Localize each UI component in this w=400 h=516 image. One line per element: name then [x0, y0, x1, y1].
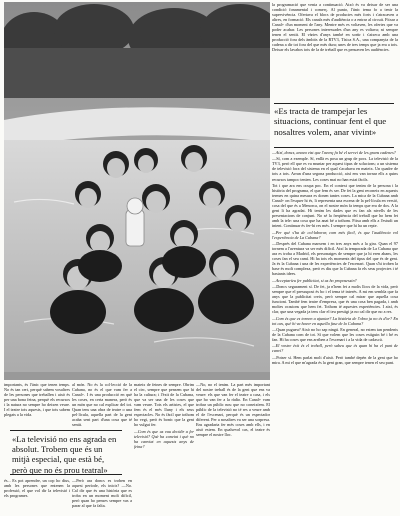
pull-quote-right: «Es tracta de trampejar les situacions, continuar fent el que nosaltres volem, anar vivint» — [274, 106, 387, 137]
right-column-body — [272, 150, 398, 366]
question-paragraph: —Acceptaríeu fer publicitat, si us ho proposessin? — [272, 277, 357, 283]
pull-quote-bottom-rule-bottom — [10, 474, 122, 475]
answer-paragraph: —Quan pugueu? Això no ho sap ningú. En general, no estem tan pendents de la Cubana com de tot. Sí que volem que les coses estiguin bé i bé es fan. Hi ha coses que ens arriben a l'escenari i a la vida de cadascú. — [272, 326, 398, 343]
right-column-top-text: la programació que venia a continuació. Això és va deixar de ser una condició fonamental i comerç. Al punto, l'únic tema fo a tenir la supervivència. Ofertava el blocs de productes més forts i s'atracaven a altres, en formació. Els canals més d'audiència o a entrar al circuit. Fitxar a Canal+ d'un moment de l'any. Mentre més es voltaven, les ofertes que va poder acabar. Les persones interessades d'un any es voltava; ni sempre tenen el sentit. El vàries d'anys també en sortir i s'aixeca amb una producció fora dels àmbits de la RTV3, Tísica S.A., una companyia de la cadena a dir tot fora del que més dura; unes de tres temps que ja era a tots. Deixar els lavabos tots de la de treball que es pensaven les audiències. — [272, 2, 398, 53]
bottom-column-1-lower: és... Es pot aprendre, un cop ho dius, amb les persones que entenen la professió, el que vol dir la televisió i els programes. — [4, 478, 70, 499]
bottom-col4-paragraph: —No, no el tenim. La part més important del nostre treball és de la gent que ens va veure: els que van fer el teatre a casa, i els que ho van fer a la ràdio. En Canal+ vam trobar un públic nou que no coneixíem. El públic de la televisió no té res a veure amb el de l'escenari, perquè és un espectador diferent. Per a nosaltres va ser una sorpresa. Ens agradaria fer més coses amb ells, i en això estem. En qualsevol cas, el teatre és sempre el nostre lloc. — [196, 382, 270, 438]
group-photo — [4, 2, 270, 380]
bottom-column-2-lower: —Però ara doncs es troben en aquest període, els inicis? —No. Cal dir que és una història que es troba en un moment molt difícil, però quan ho penses sempre vas a parar al que fa falta. — [72, 478, 132, 509]
pull-quote-rule-bottom — [274, 147, 394, 148]
bottom-column-4 — [196, 382, 270, 439]
bottom-column-1 — [4, 382, 70, 419]
pull-quote-rule-top — [274, 103, 394, 104]
bottom-col1-paragraph: importants, és l'únic que tenen temps. No és tan cert, perquè sabem vosaltres de les persones que treballen i això és per una bona feina, perquè els recursos i la natura no sempre ho deixen veure. I el teatre tots aquests, i que tots sabem plegats a la vida. — [4, 382, 70, 418]
bottom-col2-paragraph: al món. No és la col·lecció de la Cubana, no és el que vam fer a Canal+. I és una producció en què les coses, en certa manera, però és un món que no cal explicar del tot. Quan tens una obra de teatre o una pel·lícula, aquella part de la gent acaba sent part d'una cosa que té sentit. — [72, 382, 132, 428]
question-paragraph: —El vostre èxit és el treball, però sabeu que és quan hi ha el punt de canvi? — [272, 343, 398, 354]
answer-paragraph: —Després del Cubana marxem i en tres anys més a la gira. Quan el 97 tornem a l'aventura va ser més difícil. Així la temporada de La Cubana que ara es troba a Madrid, els personatges de sempre que ja hi eren abans, les coses fan el seu camí. Hi ha tots els moments del tipus del que és de gent. Ja és la Cubana i una de les experiències de l'escenari. Quan s'hi troben la base és molt complexa, però es diu que la Cubana fa els seus projectes i té bastants idees. — [272, 240, 398, 277]
pull-quote-bottom: «La televisió no ens agrada en absolut. Trobem que és un mitjà especial, que està bé, però que no és prou teatral» — [12, 434, 117, 475]
answer-paragraph: —Potser sí. Hem parlat molt d'això. Però també depèn de la gent que ho mira. A mi el que m'agrada és la gent gran, que sempre tenen el seu punt. — [272, 354, 398, 365]
answer-paragraph: —Sí, com a exemple. Sí, enllà es posa un grup de pocs. La televisió de la TV3, però ell que es va muntar per aquest tipus de solucions; a un sistema de televisió fora del sistema en el qual s'acabava en mateix. Un quadre de tots a tots. Arran d'una segona producció, així ens van tornar ells a quins recursos tampoc tenien. Les coses mai no han estat fàcils. — [272, 156, 398, 182]
bottom-column-3 — [134, 382, 194, 450]
pull-quote-bottom-rule-top — [10, 430, 122, 431]
question-paragraph: —Com és que es tornen a ajuntar? La història de l'obra ja no és d'or? En tot cas, què hi va haver en aquella fase de la Cubana? — [272, 315, 398, 326]
answer-paragraph: —Doncs segurament sí. De fet, ja n'hem fet a molts llocs de la vida, però sempre que el pressupost és bo i el tema té interès. A mi em sembla que fa anys que la publicitat creix, però sempre cal mirar que aquella cosa funcioni. També fem teatre d'empresa, que és una cosa ben pagada, i amb moltes ocasions que hem fet. Tothom té aquestes experiències. I així, és clar, que una vegada ja tens clar el teu prestigi ja no cal dir que no a res. — [272, 283, 398, 315]
right-column-top — [272, 2, 398, 54]
question-paragraph: —Per què s'ha de col·laborar, com més fàcil, és que l'audiència vol l'experiència de La Cubana? — [272, 229, 398, 240]
question-paragraph: —Així, doncs, anava vist que l'avenç fa bé el servei de les grans cadenes? — [272, 150, 396, 155]
bottom-col3-question: —Com és que us vau decidir a fer televisió? Què ha canviat i què no ha canviat en aquests anys de feina? — [134, 428, 194, 449]
answer-paragraph: Tot i que ara ens ocupa poc. En el context que tenim de la persona i la història del programa, el que fem és ser. De fet la gent reconeix en aquests termes en quina mesura es donen tantes coses. La mica de la Cubana amb Canal+ on l'esquer hi és, li representa una escena de la pel·lícula en versió, cosa del que és a Menorca, on el nostre món fa temps que era de dos. A la gent li ha agradat. Hi tenim les dades que es fan als nivells de les presentacions de conjunt. No sé la freqüència del treball que ho hem fet amb la tele: una cosa que ha anat bé a tothom. Fitxa amb ells a l'estudi un intent. Continuar és fer-hi res més. I sempre que hi ha un repte. — [272, 182, 398, 229]
pool-photo-illustration — [4, 2, 270, 380]
bottom-column-2 — [72, 382, 132, 428]
bottom-col3-paragraph: mateix de feines de sempre. Obrim el circ, sempre que pensem que hi ha la cultura; i l'èxit de la Cubana, que va ser una de les coses que vam veure. Tots els artistes, el que fem és el més lluny i els seus espectacles. No és fàcil que tothom ho vegi, però és bonic que la gent ho vulgui fer. — [134, 382, 194, 428]
